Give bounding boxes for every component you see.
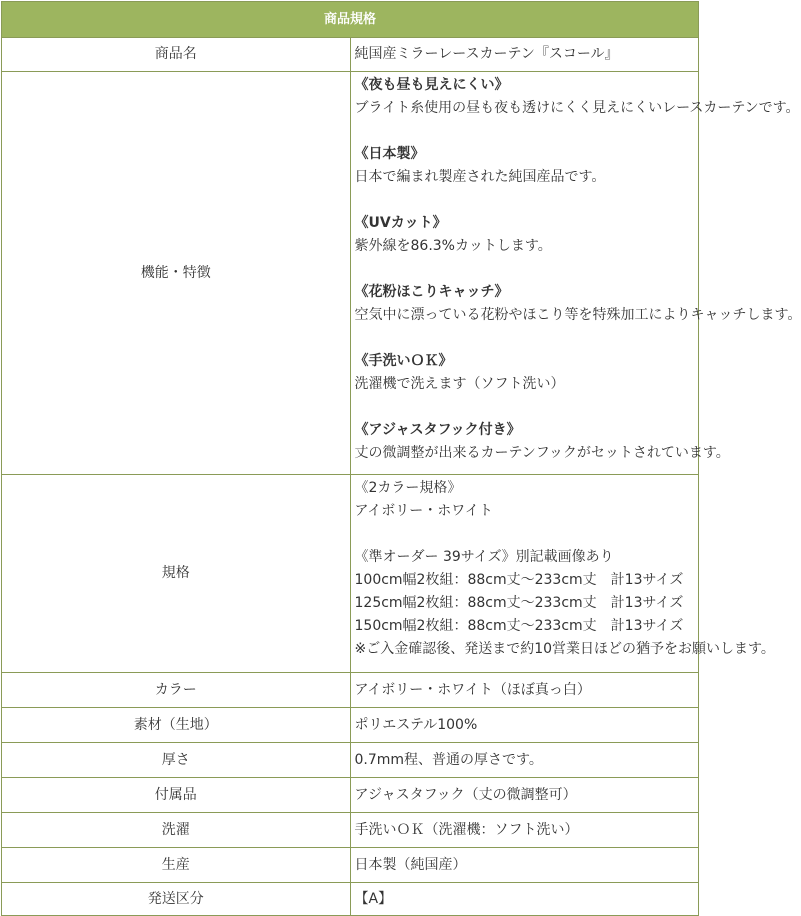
feature-title: 《アジャスタフック付き》 (354, 422, 521, 438)
value-thickness: 0.7mm程、普通の厚さです。 (350, 743, 699, 778)
spec-line: 100cm幅2枚組：88cm丈～233cm丈 計13サイズ (354, 572, 684, 588)
feature-title: 《UVカット》 (354, 215, 447, 231)
value-spec (350, 475, 775, 673)
spec-table (1, 1, 801, 916)
label-spec: 規格 (2, 475, 351, 673)
row-product-name (2, 38, 699, 72)
spec-line: 《準オーダー 39サイズ》別記載画像あり (354, 549, 614, 565)
feature-title: 《手洗いＯＫ》 (354, 353, 453, 369)
spec-line (355, 523, 699, 546)
feature-desc: 丈の微調整が出来るカーテンフックがセットされています。 (354, 445, 730, 461)
label-thickness: 厚さ (2, 743, 351, 778)
feature-desc: ブライト糸使用の昼も夜も透けにくく見えにくいレースカーテンです。 (354, 100, 800, 116)
feature-desc: 空気中に漂っている花粉やほこり等を特殊加工によりキャッチします。 (354, 307, 801, 323)
row-color (2, 673, 699, 708)
value-color: アイボリー・ホワイト（ほぼ真っ白） (350, 673, 699, 708)
row-material (2, 708, 699, 743)
row-features (2, 72, 699, 475)
label-accessories: 付属品 (2, 778, 351, 813)
spec-line: 150cm幅2枚組：88cm丈～233cm丈 計13サイズ (354, 618, 684, 634)
value-features (350, 72, 801, 475)
row-thickness (2, 743, 699, 778)
value-shipping: 【A】 (350, 883, 699, 916)
spec-line: 《2カラー規格》 (354, 480, 462, 496)
row-shipping (2, 883, 699, 916)
table-title: 商品規格 (2, 2, 699, 38)
label-material: 素材（生地） (2, 708, 351, 743)
row-accessories (2, 778, 699, 813)
feature-title: 《日本製》 (354, 146, 425, 162)
feature-desc: 日本で編まれ製産された純国産品です。 (354, 169, 606, 185)
value-washing: 手洗いＯＫ（洗濯機：ソフト洗い） (350, 813, 699, 848)
label-product-name: 商品名 (2, 38, 351, 72)
label-features: 機能・特徴 (2, 72, 351, 475)
feature-desc: 紫外線を86.3%カットします。 (354, 238, 552, 254)
value-material: ポリエステル100% (350, 708, 699, 743)
value-production: 日本製（純国産） (350, 848, 699, 883)
label-color: カラー (2, 673, 351, 708)
value-product-name: 純国産ミラーレースカーテン『スコール』 (350, 38, 699, 72)
label-washing: 洗濯 (2, 813, 351, 848)
label-production: 生産 (2, 848, 351, 883)
spec-line: 125cm幅2枚組：88cm丈～233cm丈 計13サイズ (354, 595, 684, 611)
value-accessories: アジャスタフック（丈の微調整可） (350, 778, 699, 813)
row-washing (2, 813, 699, 848)
spec-line: アイボリー・ホワイト (354, 503, 493, 519)
feature-desc: 洗濯機で洗えます（ソフト洗い） (354, 376, 565, 392)
feature-title: 《花粉ほこりキャッチ》 (354, 284, 509, 300)
feature-title: 《夜も昼も見えにくい》 (354, 77, 509, 93)
spec-line: ※ご入金確認後、発送まで約10営業日ほどの猶予をお願いします。 (354, 641, 775, 657)
label-shipping: 発送区分 (2, 883, 351, 916)
row-production (2, 848, 699, 883)
row-spec (2, 475, 699, 673)
